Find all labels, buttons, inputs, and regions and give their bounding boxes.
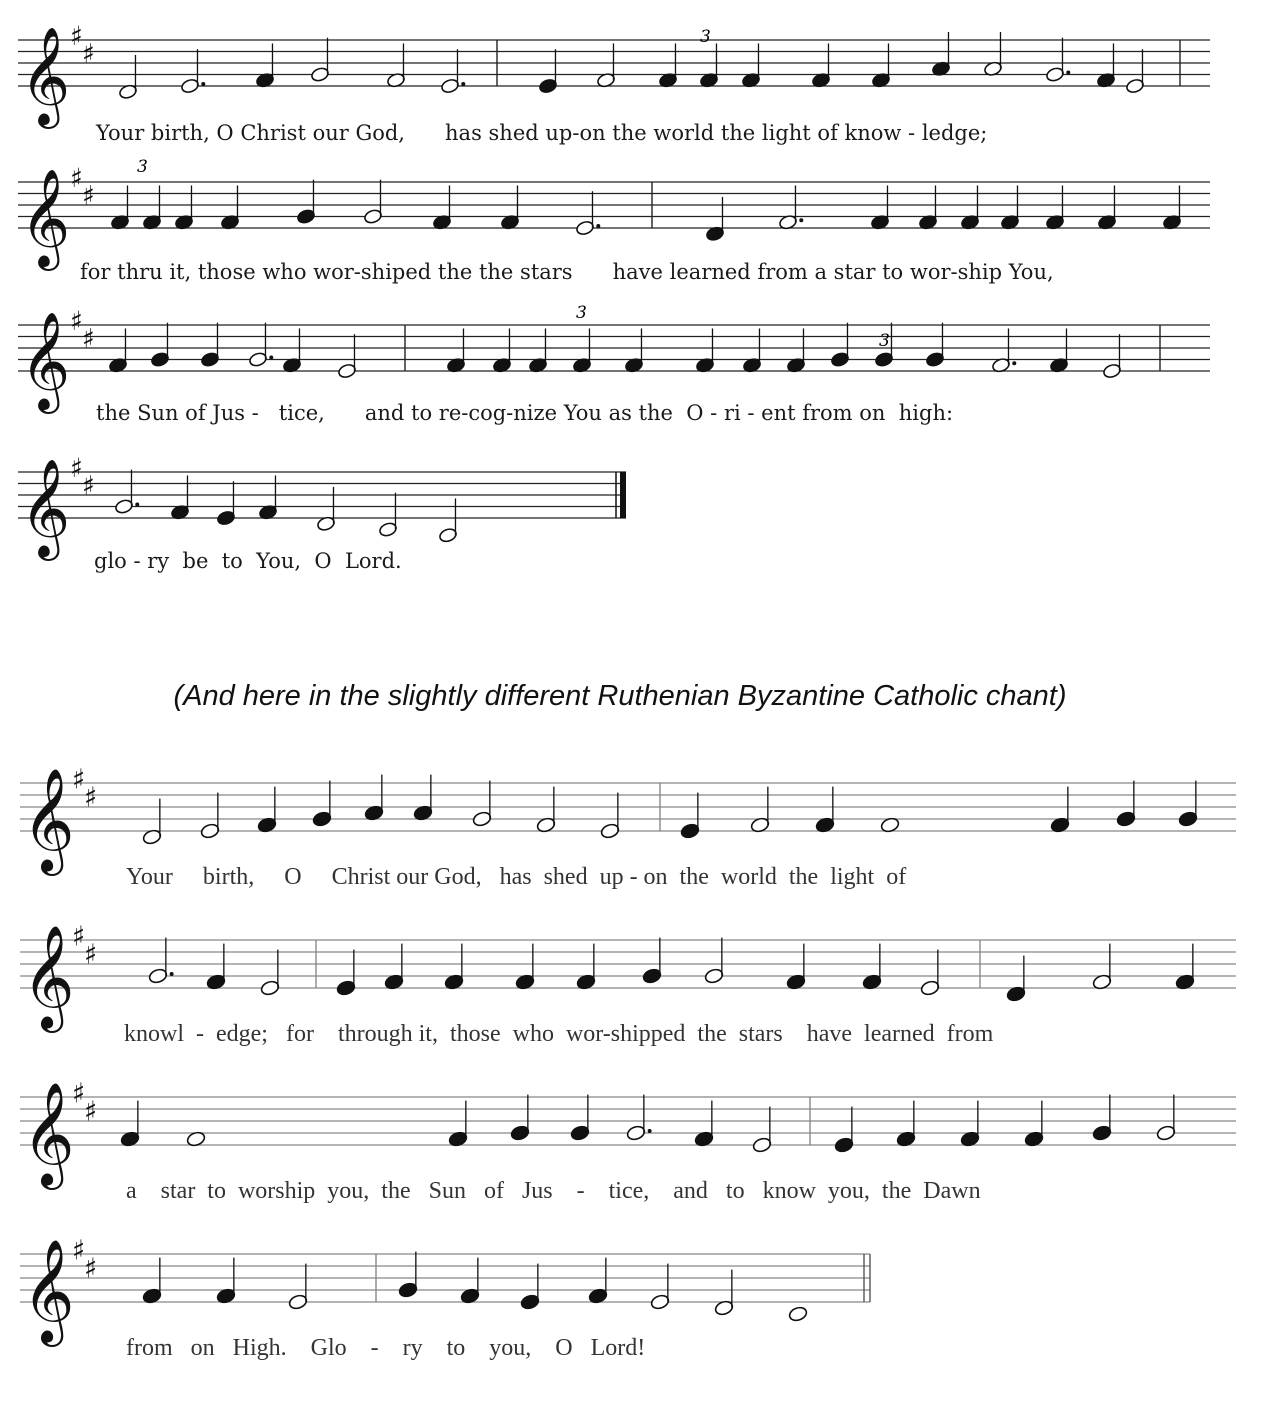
treble-clef-icon: 𝄞 (22, 1239, 75, 1343)
sharp-icon: ♯ (70, 306, 83, 338)
lyric-line: glo - ry be to You, O Lord. (94, 549, 402, 573)
lyric-line: the Sun of Jus - tice, and to re-cog-nize You as the O - ri - ent from on high: (96, 401, 954, 425)
triplet-mark: 3 (137, 157, 148, 177)
note-head (472, 810, 492, 827)
sharp-icon: ♯ (70, 453, 83, 485)
note-head (200, 351, 219, 367)
note-head (440, 78, 459, 94)
note-head (520, 1293, 540, 1310)
note-dot (1012, 361, 1016, 365)
notes (108, 32, 1198, 1323)
treble-clef-icon: 𝄞 (20, 168, 71, 268)
note-head (650, 1293, 670, 1310)
note-head (1156, 1124, 1176, 1141)
lyric-line: Your birth, O Christ our God, has shed up - on the world the light of (126, 864, 907, 890)
note-head (626, 1124, 646, 1141)
note-head (1102, 363, 1121, 379)
treble-clef-icon: 𝄞 (20, 311, 71, 411)
treble-clef-icon: 𝄞 (20, 458, 71, 558)
sharp-icon: ♯ (70, 21, 83, 53)
note-head (148, 967, 168, 984)
sharp-icon: ♯ (82, 323, 95, 355)
note-head (310, 66, 329, 82)
sharp-icon: ♯ (72, 1076, 86, 1110)
note-head (398, 1281, 418, 1298)
note-head (337, 363, 356, 379)
note-dot (648, 1129, 652, 1133)
treble-clef-icon: 𝄞 (20, 26, 71, 126)
note-head (1092, 1124, 1112, 1141)
note-head (680, 822, 700, 839)
triplet-mark: 3 (576, 303, 587, 323)
note-dot (596, 224, 600, 228)
note-head (575, 220, 594, 236)
final-barline (620, 472, 626, 518)
note-head (150, 351, 169, 367)
note-dot (201, 82, 205, 86)
note-dot (269, 356, 273, 360)
sharp-icon: ♯ (70, 163, 83, 195)
note-head (312, 810, 332, 827)
note-head (296, 208, 315, 224)
sharp-icon: ♯ (72, 762, 86, 796)
note-head (1125, 78, 1144, 94)
note-head (570, 1124, 590, 1141)
treble-clef-icon: 𝄞 (22, 768, 75, 872)
note-head (874, 351, 893, 367)
sharp-icon: ♯ (84, 1251, 98, 1285)
sharp-icon: ♯ (72, 1233, 86, 1267)
note-head (336, 979, 356, 996)
note-head (438, 527, 457, 543)
note-head (1116, 810, 1136, 827)
note-dot (799, 218, 803, 222)
lyric-line: knowl - edge; for through it, those who wor-shipped the stars have learned from (124, 1021, 994, 1047)
note-head (216, 510, 235, 526)
triplet-mark: 3 (879, 331, 890, 351)
note-head (200, 822, 220, 839)
note-head (248, 351, 267, 367)
note-head (260, 979, 280, 996)
note-head (363, 208, 382, 224)
note-head (1178, 810, 1198, 827)
note-head (834, 1136, 854, 1153)
note-head (920, 979, 940, 996)
note-head (788, 1305, 808, 1322)
note-head (114, 498, 133, 514)
sharp-icon: ♯ (84, 780, 98, 814)
treble-clef-icon: 𝄞 (22, 925, 75, 1029)
lyric-line: a star to worship you, the Sun of Jus - tice, and to know you, the Dawn (126, 1178, 981, 1204)
note-head (830, 351, 849, 367)
section-caption: (And here in the slightly different Ruthenian Byzantine Catholic chant) (173, 680, 1067, 712)
triplet-mark: 3 (700, 27, 711, 47)
note-dot (170, 972, 174, 976)
note-dot (1066, 71, 1070, 75)
lyric-line: Your birth, O Christ our God, has shed up-on the world the light of know - ledge; (96, 121, 988, 145)
sharp-icon: ♯ (84, 937, 98, 971)
sharp-icon: ♯ (84, 1094, 98, 1128)
sharp-icon: ♯ (72, 919, 86, 953)
note-head (642, 967, 662, 984)
note-head (288, 1293, 308, 1310)
note-head (925, 351, 944, 367)
sharp-icon: ♯ (82, 470, 95, 502)
lyric-line: from on High. Glo - ry to you, O Lord! (126, 1335, 646, 1361)
note-head (180, 78, 199, 94)
note-dot (461, 82, 465, 86)
note-head (600, 822, 620, 839)
note-dot (135, 503, 139, 507)
note-head (538, 78, 557, 94)
sharp-icon: ♯ (82, 38, 95, 70)
note-head (752, 1136, 772, 1153)
note-head (378, 521, 397, 537)
sharp-icon: ♯ (82, 180, 95, 212)
note-head (704, 967, 724, 984)
note-head (510, 1124, 530, 1141)
note-head (1045, 66, 1064, 82)
lyric-line: for thru it, those who wor-shiped the the stars have learned from a star to wor-ship You, (80, 260, 1054, 284)
treble-clef-icon: 𝄞 (22, 1082, 75, 1186)
